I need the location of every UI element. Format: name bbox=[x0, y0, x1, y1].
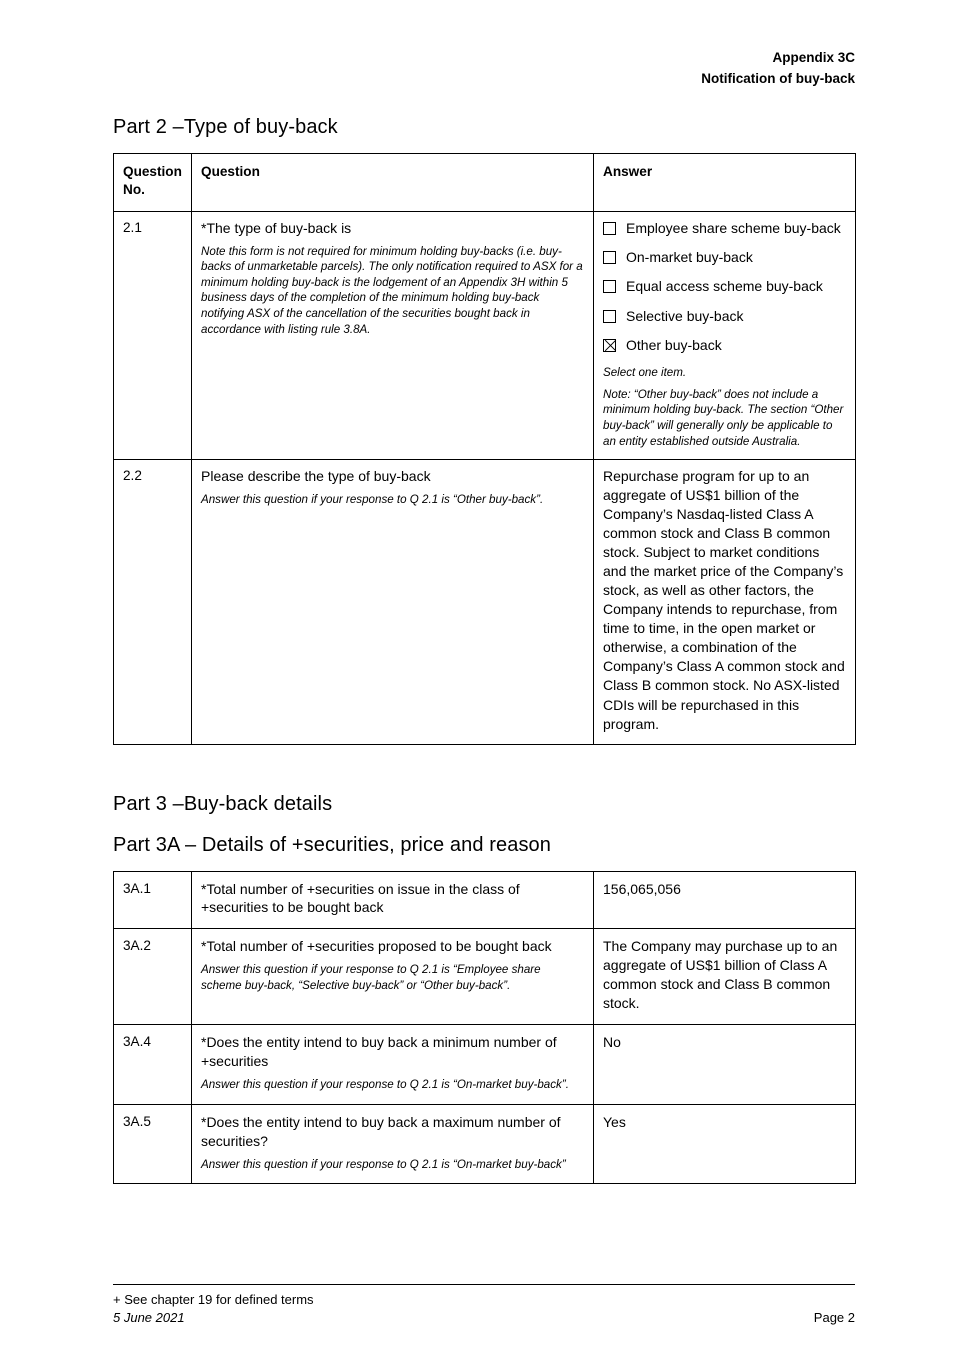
question-number: 2.1 bbox=[114, 212, 192, 460]
answer-cell bbox=[594, 929, 856, 1025]
table-row bbox=[114, 212, 856, 460]
checkbox-icon[interactable] bbox=[603, 222, 616, 235]
part-2-title: Part 2 –Type of buy-back bbox=[113, 115, 338, 138]
question-text: *Does the entity intend to buy back a maximum number of securities? bbox=[201, 1113, 561, 1149]
checkbox-option-other[interactable] bbox=[603, 336, 846, 354]
part-3a-table bbox=[113, 871, 856, 1185]
footer-defined-terms-note: + See chapter 19 for defined terms bbox=[113, 1292, 314, 1307]
document-footer bbox=[113, 1284, 855, 1325]
part-3a-title: Part 3A – Details of +securities, price and reason bbox=[113, 833, 552, 856]
question-text: *The type of buy-back is bbox=[201, 220, 352, 236]
question-text: *Does the entity intend to buy back a minimum number of +securities bbox=[201, 1034, 557, 1070]
checkbox-label: Other buy-back bbox=[626, 336, 722, 353]
part-3-title: Part 3 –Buy-back details bbox=[113, 792, 333, 815]
table-row bbox=[114, 871, 856, 929]
question-number: 3A.1 bbox=[114, 871, 192, 929]
answer-cell bbox=[594, 460, 856, 744]
answer-text: Yes bbox=[603, 1113, 626, 1130]
checkbox-option-on-market[interactable] bbox=[603, 248, 846, 266]
answer-text: Repurchase program for up to an aggregate of US$1 billion of the Company’s Nasdaq-listed Class A common stock and Class B common stock. Subject to market conditions and the market price of the Company’s stock, as well as other factors, the Company intends to repurchase, from time to time, in the open market or otherwise, a combination of the Company’s Class A common stock and Class B common stock. No ASX-listed CDIs will be repurchased in this program. bbox=[603, 468, 845, 732]
question-text: Please describe the type of buy-back bbox=[201, 468, 431, 485]
question-cell bbox=[192, 212, 594, 460]
question-cell bbox=[192, 871, 594, 929]
table-row bbox=[114, 460, 856, 744]
question-note: Answer this question if your response to Q 2.1 is “On-market buy-back” bbox=[201, 1157, 566, 1171]
question-text: *Total number of +securities proposed to be bought back bbox=[201, 938, 552, 955]
question-note: Answer this question if your response to Q 2.1 is “Employee share scheme buy-back, “Selective buy-back” or “Other buy-back”. bbox=[201, 963, 541, 992]
document-header bbox=[113, 48, 855, 90]
question-cell bbox=[192, 1104, 594, 1183]
checkbox-checked-icon[interactable] bbox=[603, 339, 616, 352]
answer-text: 156,065,056 bbox=[603, 880, 681, 897]
question-text: *Total number of +securities on issue in the class of +securities to be bought back bbox=[201, 880, 520, 916]
checkbox-label: Equal access scheme buy-back bbox=[626, 278, 823, 295]
question-cell bbox=[192, 460, 594, 744]
question-number: 3A.5 bbox=[114, 1104, 192, 1183]
question-cell bbox=[192, 1025, 594, 1104]
table-header-row bbox=[114, 153, 856, 211]
answer-text: No bbox=[603, 1034, 621, 1051]
checkbox-icon[interactable] bbox=[603, 280, 616, 293]
question-number: 3A.2 bbox=[114, 929, 192, 1025]
checkbox-label: Selective buy-back bbox=[626, 307, 744, 324]
checkbox-label: On-market buy-back bbox=[626, 249, 753, 266]
footer-date: 5 June 2021 bbox=[113, 1310, 185, 1325]
answer-cell bbox=[594, 1104, 856, 1183]
answer-cell bbox=[594, 212, 856, 460]
question-cell bbox=[192, 929, 594, 1025]
question-note: Answer this question if your response to Q 2.1 is “On-market buy-back”. bbox=[201, 1078, 569, 1092]
column-header-answer: Answer bbox=[594, 153, 856, 211]
footer-page-number: Page 2 bbox=[813, 1310, 855, 1325]
table-row bbox=[114, 929, 856, 1025]
table-row bbox=[114, 1025, 856, 1104]
question-number: 3A.4 bbox=[114, 1025, 192, 1104]
answer-text: The Company may purchase up to an aggregate of US$1 billion of Class A common stock and Class B common stock. bbox=[603, 938, 838, 1012]
answer-cell bbox=[594, 1025, 856, 1104]
question-note: Answer this question if your response to Q 2.1 is “Other buy-back”. bbox=[201, 493, 544, 507]
question-number: 2.2 bbox=[114, 460, 192, 744]
checkbox-option-selective[interactable] bbox=[603, 307, 846, 325]
checkbox-icon[interactable] bbox=[603, 310, 616, 323]
answer-note: Note: “Other buy-back” does not include a minimum holding buy-back. The section “Other buy-back” will generally only be applicable to an entity established outside Australia. bbox=[603, 387, 844, 448]
answer-instruction: Select one item. bbox=[603, 365, 687, 379]
checkbox-icon[interactable] bbox=[603, 251, 616, 264]
answer-cell bbox=[594, 871, 856, 929]
checkbox-label: Employee share scheme buy-back bbox=[626, 220, 841, 236]
footer-divider bbox=[113, 1284, 855, 1285]
checkbox-option-equal-access-scheme[interactable] bbox=[603, 277, 846, 295]
header-appendix-title: Appendix 3C bbox=[772, 50, 855, 65]
header-document-subtitle: Notification of buy-back bbox=[701, 70, 855, 86]
checkbox-option-employee-share-scheme[interactable] bbox=[603, 219, 846, 237]
part-2-table bbox=[113, 153, 856, 745]
column-header-question-no: Question No. bbox=[114, 153, 192, 211]
column-header-question: Question bbox=[192, 153, 594, 211]
question-note: Note this form is not required for minimum holding buy-backs (i.e. buy-backs of unmarketable parcels). The only notification required to ASX for a minimum holding buy-back is the lodgement of an Appendix 3H within 5 business days of the completion of the minimum holding buy-back notifying ASX of the cancellation of the securities bought back in accordance with listing rule 3.8A. bbox=[201, 244, 583, 336]
table-row bbox=[114, 1104, 856, 1183]
